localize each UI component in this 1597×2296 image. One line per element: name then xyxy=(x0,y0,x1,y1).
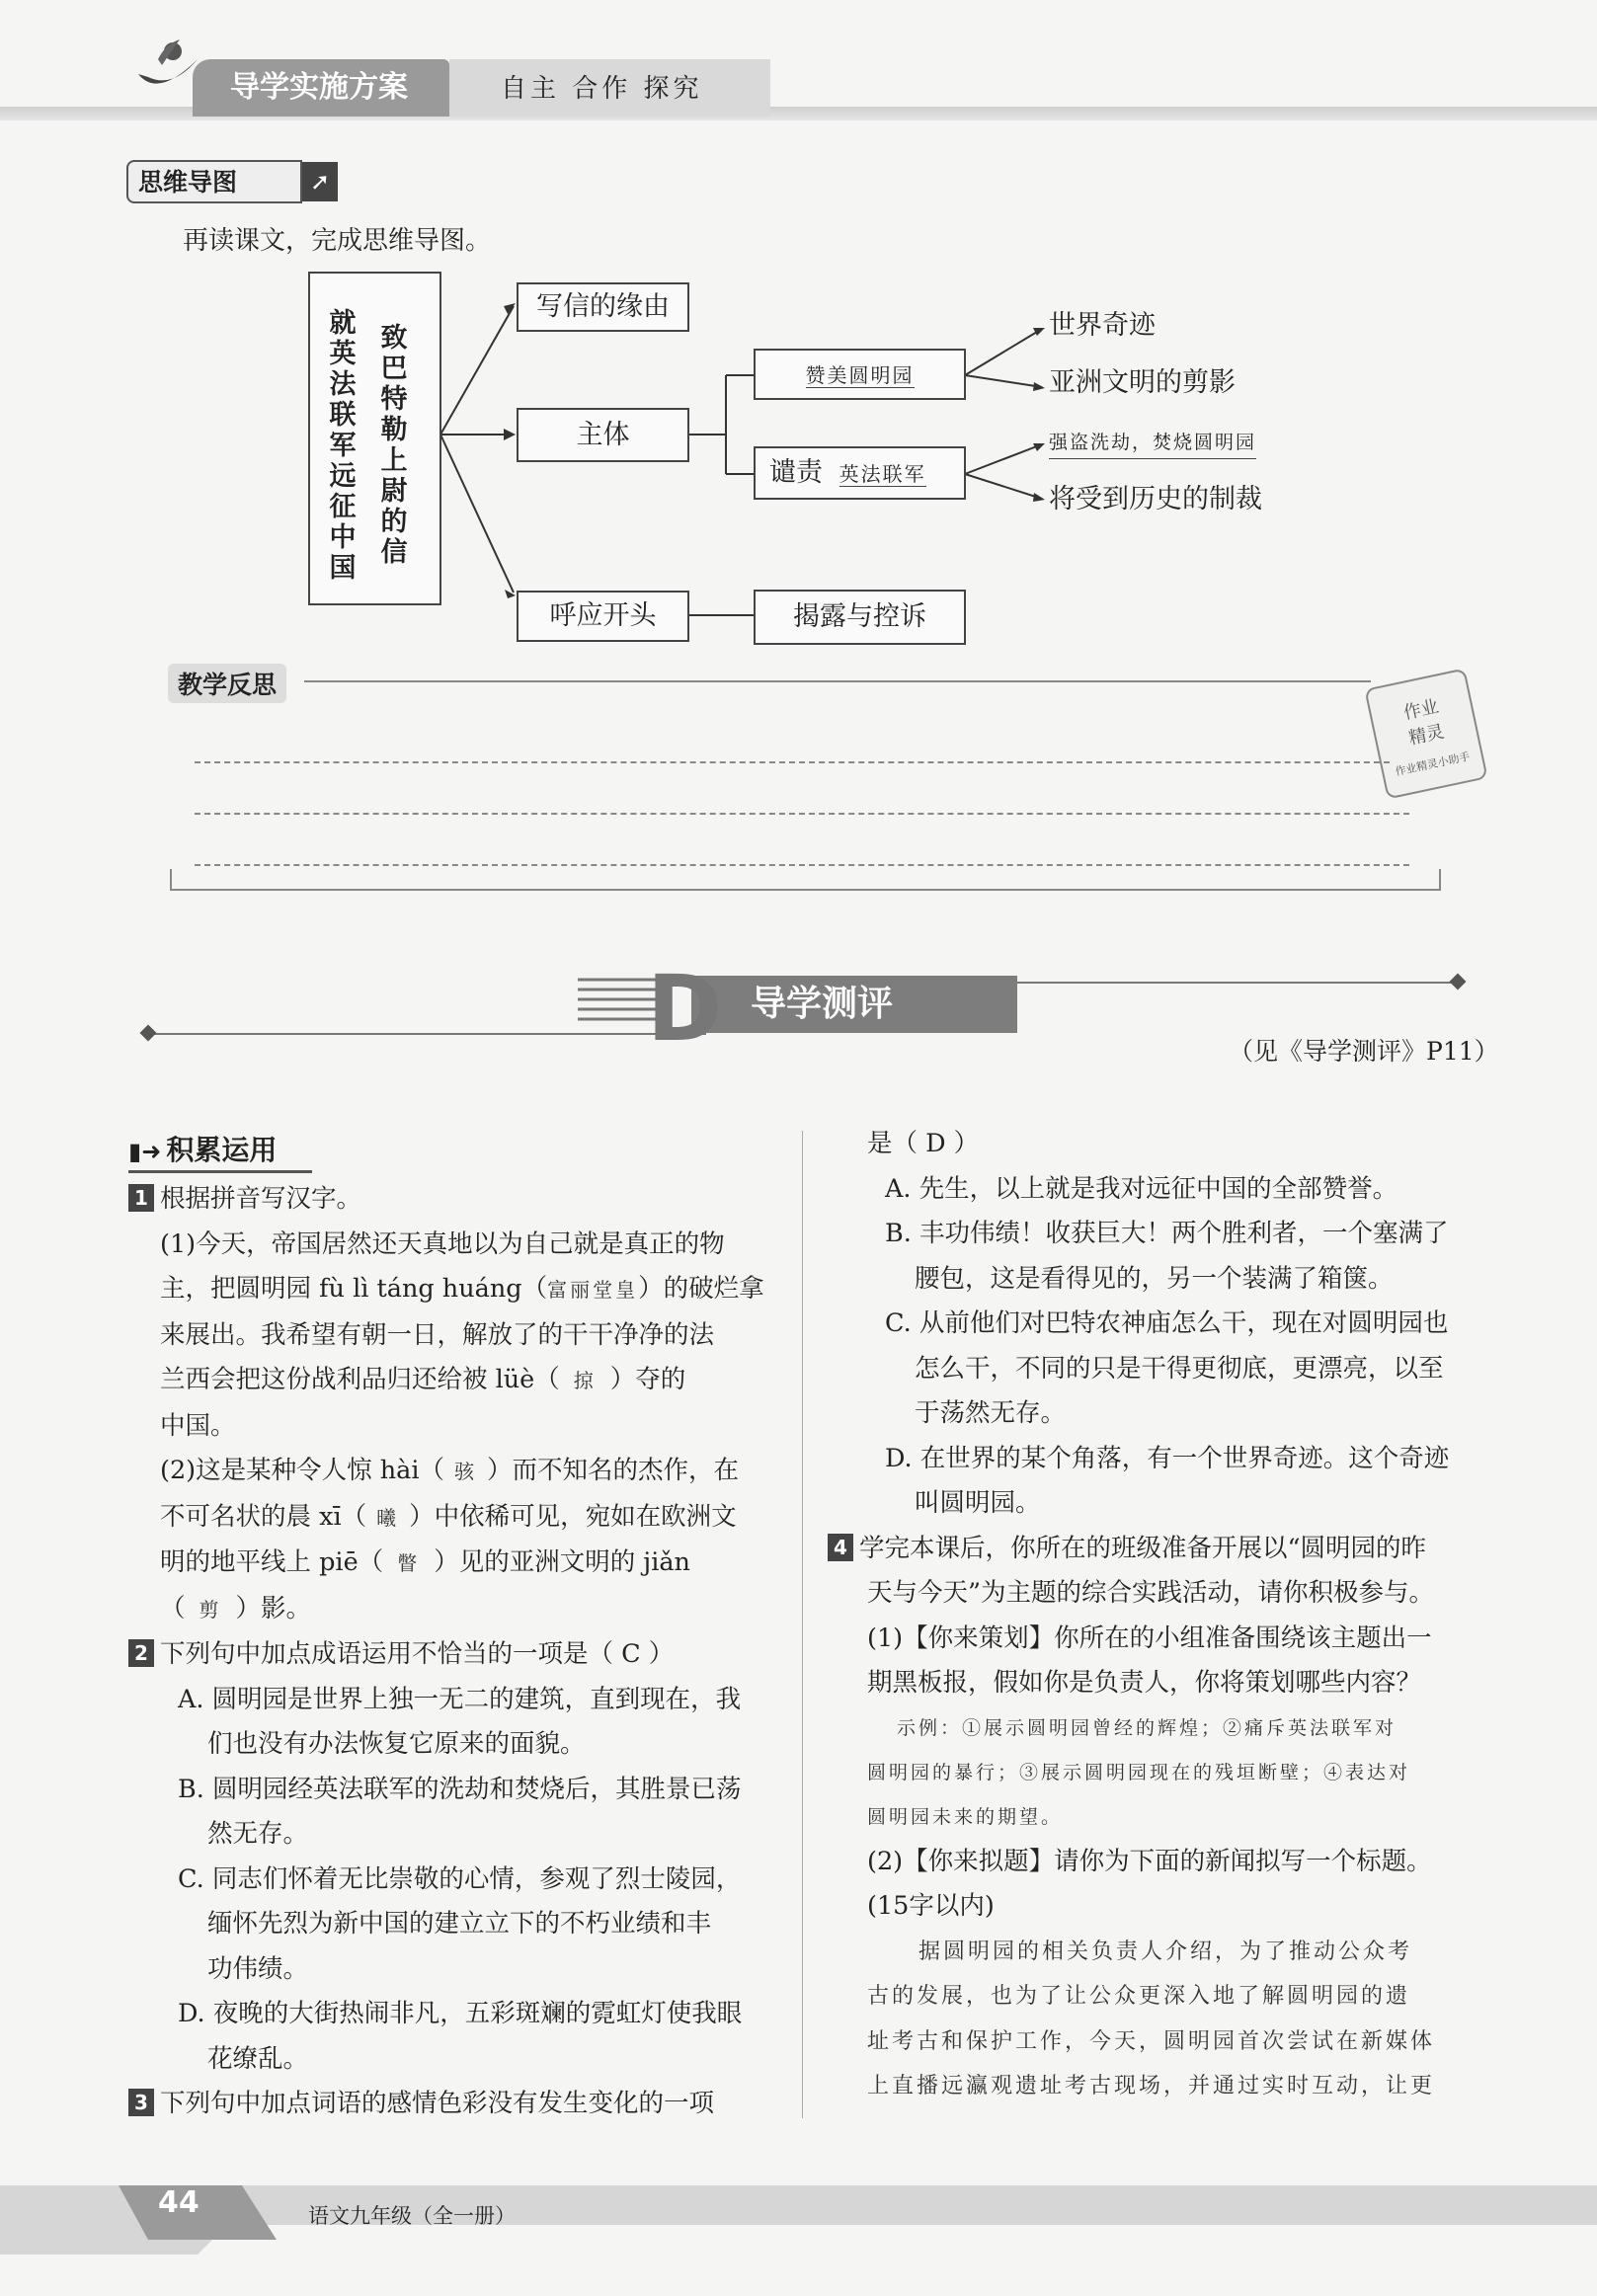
praise-leaf-2: 亚洲文明的剪影 xyxy=(1049,367,1236,398)
q3-number: 3 xyxy=(128,2089,154,2116)
answer-4: 曦 xyxy=(376,1505,400,1530)
answer-2: 掠 xyxy=(573,1369,597,1392)
reflection-label: 教学反思 xyxy=(168,664,286,703)
section-d-title: 导学测评 xyxy=(691,976,1017,1033)
mindmap-instruction: 再读课文，完成思维导图。 xyxy=(183,226,492,256)
stamp: 作业 精灵 作业精灵小助手 xyxy=(1364,668,1487,799)
stripes-icon xyxy=(578,972,657,1031)
branch-echo: 呼应开头 xyxy=(517,591,689,642)
condemn-answer: 英法联军 xyxy=(838,462,926,486)
praise-box xyxy=(754,349,966,400)
reflection-line xyxy=(195,813,1409,815)
reflection-line xyxy=(195,761,1390,763)
root-title: 就英法联军远征中国 xyxy=(329,308,357,584)
condemn-prefix: 谴责 xyxy=(769,457,823,488)
arrow-icon: ➚ xyxy=(302,162,338,201)
reflection-rule xyxy=(304,680,1371,682)
q2-number: 2 xyxy=(128,1639,154,1667)
branch-body: 主体 xyxy=(517,408,689,462)
diamond-icon xyxy=(140,1025,157,1042)
left-column: 1 根据拼音写汉字。 (1)今天，帝国居然还天真地以为自己就是真正的物 主，把圆明园 fù lì táng huáng（富丽堂皇）的破烂拿 来展出。我希望有朝一日，解放了的干干净净的法 兰西会把这份战利品归还给被 lüè（ 掠 ）夺的 中国。 (2)这是某种令人惊 hài（ 骇 ）而不知名的杰作，在 不可名状的晨 xī（ 曦 ）中依稀可见，宛如在欧洲文 明的地平线上 piē（ 瞥 ）见的亚洲文明的 jiǎn （ 剪 ）影。 2 下列句中加点成语运用不恰当的一项是（ C ） A. 圆明园是世界上独一无二的建筑，直到现在，我 们也没有办法恢复它原来的面貌。 B. 圆明园经英法联军的洗劫和焚烧后，其胜景已荡 然无存。 C. 同志们怀着无比崇敬的心情，参观了烈士陵园， 缅怀先烈为新中国的建立立下的不朽业绩和丰 功伟绩。 D. 夜晚的大街热闹非凡，五彩斑斓的霓虹灯使我眼 花缭乱。 3 下列句中加点词语的感情色彩没有发生变化的一项 xyxy=(128,1177,780,2127)
header-tags: 自主 合作 探究 xyxy=(449,59,770,117)
branch-expose: 揭露与控诉 xyxy=(754,590,966,645)
answer-6: 剪 xyxy=(199,1597,222,1622)
column-divider xyxy=(802,1131,803,2118)
condemn-leaf-1: 强盗洗劫，焚烧圆明园 xyxy=(1049,427,1256,459)
banner-rule-right xyxy=(1017,982,1457,984)
mindmap-connectors xyxy=(0,0,1597,691)
q4-number: 4 xyxy=(828,1534,853,1561)
book-title: 语文九年级（全一册） xyxy=(308,2204,516,2228)
banner-rule-left xyxy=(148,1033,706,1035)
footer-band xyxy=(0,2185,1597,2255)
play-icon: ▮➜ xyxy=(128,1138,162,1165)
header-title: 导学实施方案 xyxy=(193,59,449,117)
mindmap-root xyxy=(308,272,441,605)
condemn-leaf-2: 将受到历史的制裁 xyxy=(1049,484,1262,515)
answer-1: 富丽堂皇 xyxy=(547,1278,639,1302)
right-column: 是（ D ） A. 先生，以上就是我对远征中国的全部赞誉。 B. 丰功伟绩！收获巨大！两个胜利者，一个塞满了 腰包，这是看得见的，另一个装满了箱箧。 C. 从前他们对巴特农神庙怎么干，现在对圆明园也 怎么干，不同的只是干得更彻底，更漂亮，以至 于荡然无存。 D. 在世界的某个角落，有一个世界奇迹。这个奇迹 叫圆明园。 4 学完本课后，你所在的班级准备开展以“圆明园的昨 天与今天”为主题的综合实践活动，请你积极参与。 (1)【你来策划】你所在的小组准备围绕该主题出一 期黑板报，假如你是负责人，你将策划哪些内容？ 示例：①展示圆明园曾经的辉煌；②痛斥英法联军对 圆明园的暴行；③展示圆明园现在的残垣断壁；④表达对 圆明园未来的期望。 (2)【你来拟题】请你为下面的新闻拟写一个标题。 (15字以内) 据圆明园的相关负责人介绍，为了推动公众考 古的发展，也为了让公众更深入地了解圆明园的遗 址考古和保护工作，今天，圆明园首次尝试在新媒体 上直播远瀛观遗址考古现场，并通过实时互动，让更 xyxy=(867,1122,1479,2109)
reflection-frame xyxy=(170,869,1441,891)
left-heading: 积累运用 xyxy=(166,1134,278,1166)
praise-answer: 赞美圆明园 xyxy=(805,363,915,387)
section-d-ref: （见《导学测评》P11） xyxy=(1229,1037,1499,1066)
branch-reason: 写信的缘由 xyxy=(517,282,689,332)
condemn-box xyxy=(754,446,966,500)
q4-answer: 示例：①展示圆明园曾经的辉煌；②痛斥英法联军对 xyxy=(897,1716,1397,1739)
q1-number: 1 xyxy=(128,1184,154,1212)
mindmap-label: 思维导图 xyxy=(126,160,302,203)
heading-box xyxy=(128,1129,312,1173)
news-text: 据圆明园的相关负责人介绍，为了推动公众考 xyxy=(918,1939,1413,1964)
answer-5: 瞥 xyxy=(397,1551,421,1575)
reflection-line xyxy=(195,864,1409,866)
diamond-icon xyxy=(1450,974,1467,990)
section-d-letter: D xyxy=(647,956,723,1062)
root-subtitle: 致巴特勒上尉的信 xyxy=(380,323,408,568)
page-number: 44 xyxy=(158,2185,200,2220)
praise-leaf-1: 世界奇迹 xyxy=(1049,310,1156,341)
answer-3: 骇 xyxy=(454,1460,478,1483)
